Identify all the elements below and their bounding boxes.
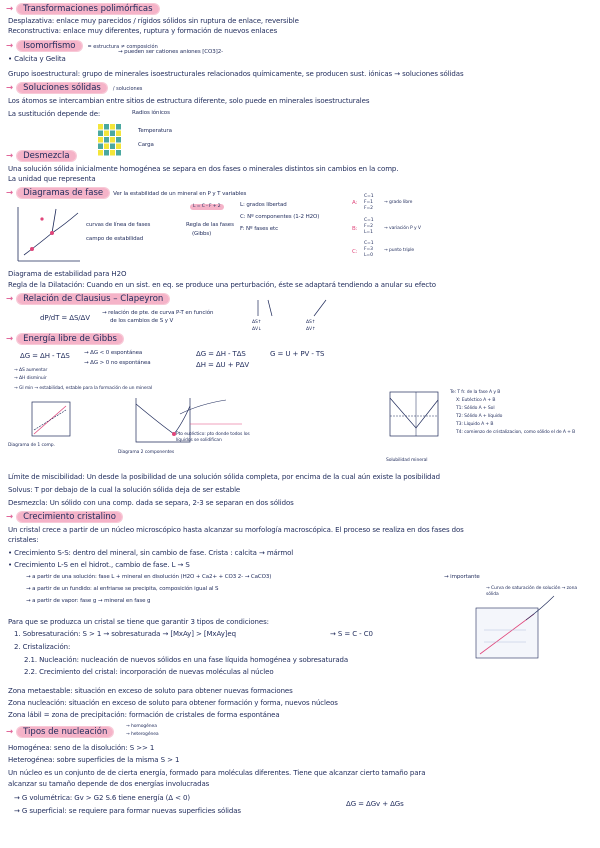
pink-note: Pto eutéctico: pto donde todos los: [176, 432, 250, 437]
text-line: 2.2. Crecimiento del cristal: incorporación de nuevas moléculas al núcleo: [24, 668, 274, 676]
saturation-chart-figure: [466, 590, 578, 668]
case-line: F=1: [364, 200, 373, 205]
gibbs-eq: ΔH = ΔU + PΔV: [196, 361, 250, 369]
case-line: C=1: [364, 194, 374, 199]
text-line: Temperatura: [138, 128, 172, 134]
grid-cell: [98, 137, 103, 143]
text-line: Radios iónicos: [132, 110, 170, 116]
solubility-diagram: [386, 388, 442, 444]
text-line: Desmezcla: Un sólido con una comp. dada se separa, 2-3 se separan en dos sólidos: [8, 499, 294, 507]
section-heading-nucleacion: → Tipos de nucleación: [4, 727, 119, 738]
clausius-desc: → relación de pte. de curva P-T en función: [102, 310, 214, 316]
text-line: → pueden ser cationes aniones [CO3]2-: [118, 49, 223, 55]
grid-cell: [110, 150, 115, 156]
rule-subtitle: (Gibbs): [192, 231, 212, 237]
section-heading-transformaciones: → Transformaciones polimórficas: [4, 4, 165, 15]
text-line: alcanzar su tamaño depende de dos energías involucradas: [8, 780, 210, 788]
rule-title: Regla de las fases: [186, 222, 234, 228]
rule-var: L: grados libertad: [240, 202, 287, 208]
section-heading-gibbs: → Energía libre de Gibbs: [4, 334, 129, 345]
text-line: Un cristal crece a partir de un núcleo microscópico hasta alcanzar su morfología macroscópica. El proceso se realiza en dos fases dos: [8, 526, 464, 534]
arrow-icon: →: [6, 4, 14, 14]
text-line: La unidad que representa: [8, 175, 96, 183]
grid-cell: [104, 137, 109, 143]
arrow-icon: →: [6, 727, 14, 737]
grid-cell: [104, 150, 109, 156]
text-line: Límite de miscibilidad: Un desde la posibilidad de una solución sólida completa, por encima de la cual aún existe la posibilidad: [8, 473, 440, 481]
one-component-diagram: [30, 400, 72, 438]
gibbs-eq: G = U + PV - TS: [270, 350, 325, 358]
text-line: Zona lábil = zona de precipitación: formación de cristales de forma espontánea: [8, 711, 280, 719]
arrow-icon: →: [6, 294, 14, 304]
diagram-label: curvas de línea de fases: [86, 222, 151, 228]
clausius-sketch: [250, 296, 340, 320]
text-line: Los átomos se intercambian entre sitios de estructura diferente, solo puede en minerales isoestructurales: [8, 97, 370, 105]
t-label: X: Eutéctico A + B: [456, 398, 496, 403]
case-line: F=2: [364, 224, 373, 229]
text-line: Homogénea: seno de la disolución: S >> 1: [8, 744, 155, 752]
gibbs-side: → ΔH disminuir: [14, 376, 47, 381]
text-line: Diagrama de estabilidad para H2O: [8, 270, 127, 278]
case-line: L=1: [364, 230, 373, 235]
grid-cell: [98, 144, 103, 150]
grid-cell: [110, 137, 115, 143]
pink-note: líquidos se solidifican: [176, 438, 222, 443]
case-note: → variación P y V: [384, 226, 421, 231]
rule-var: F: Nº fases etc: [240, 226, 279, 232]
grid-cell: [116, 124, 121, 130]
grid-cell: [110, 144, 115, 150]
arrow-icon: →: [6, 512, 14, 522]
grid-cell: [116, 144, 121, 150]
section-heading-isomorfismo: → Isomorfismo = estructura ≠ composición: [6, 41, 158, 51]
gibbs-note: → Gl min → estabilidad, estable para la formación de un mineral: [14, 386, 153, 391]
text-line: → a partir de un fundido: al enfriarse se precipita, composición igual al S: [26, 586, 219, 592]
branch-label: → heterogénea: [126, 732, 159, 737]
grid-cell: [104, 131, 109, 137]
phase-diagram-sketch: [12, 203, 82, 265]
t-label: Te: T fr. de la fase A y B: [450, 390, 501, 395]
t-label: T4: comienzo de cristalizacion, como sólido el de A + B: [456, 430, 576, 435]
grid-cell: [98, 131, 103, 137]
case-line: L=0: [364, 253, 373, 258]
text-line: → G superficial: se requiere para formar nuevas superficies sólidas: [14, 807, 241, 815]
arrow-icon: →: [6, 41, 14, 51]
grid-cell: [98, 124, 103, 130]
case-letter: A:: [352, 200, 358, 206]
section-heading-clausius: → Relación de Clausius – Clapeyron: [4, 294, 175, 305]
grid-cell: [110, 131, 115, 137]
grid-cell: [104, 124, 109, 130]
text-line: Heterogénea: sobre superficies de la misma S > 1: [8, 756, 180, 764]
grid-cell: [110, 124, 115, 130]
grid-cell: [116, 131, 121, 137]
section-heading-crecimiento: → Crecimiento cristalino: [4, 512, 128, 523]
t-label: T2: Sólido A + líquido: [456, 414, 503, 419]
text-line: Un núcleo es un conjunto de de cierta energía, formado para moléculas diferentes. Tiene que alcanzar cierto tamaño para: [8, 769, 426, 777]
gibbs-eq: ΔG = ΔH - TΔS: [196, 350, 246, 358]
t-label: T3: Líquido A + B: [456, 422, 494, 427]
grid-cell: [98, 150, 103, 156]
grid-cell: [116, 137, 121, 143]
text-line: cristales:: [8, 536, 39, 544]
text-line: 1. Sobresaturación: S > 1 → sobresaturada → [MxAy] > [MxAy]eq: [14, 630, 236, 638]
text-line: Grupo isoestructural: grupo de minerales isoestructurales relacionados químicamente, se producen sust. iónicas → soluciones sólidas: [8, 70, 464, 78]
text-line: Una solución sólida inicialmente homogénea se separa en dos fases o minerales distintos sin cambios en la comp.: [8, 165, 399, 173]
text-line: • Crecimiento S-S: dentro del mineral, sin cambio de fase. Crista : calcita → mármol: [8, 549, 294, 557]
gibbs-eq: ΔG = ΔH - TΔS: [20, 352, 70, 360]
text-line: → a partir de una solución: fase L + mineral en disolución (H2O + Ca2+ + CO3 2- → CaCO3): [26, 574, 272, 580]
crystal-grid-figure: [96, 122, 126, 160]
case-line: C=1: [364, 218, 374, 223]
case-note: → punto triple: [384, 248, 415, 253]
gibbs-desc: → ΔG > 0 no espontánea: [84, 360, 151, 366]
text-line: ΔG = ΔGv + ΔGs: [346, 800, 404, 808]
gibbs-desc: → ΔG < 0 espontánea: [84, 350, 143, 356]
grid-cell: [116, 150, 121, 156]
text-line: → S = C - C0: [330, 630, 373, 638]
text-line: 2. Cristalización:: [14, 643, 71, 651]
text-line: → G volumétrica: Gv > G2 S.6 tiene energía (Δ < 0): [14, 794, 190, 802]
clausius-frac: ΔS↑: [252, 320, 262, 325]
text-line: Zona metaestable: situación en exceso de soluto para obtener nuevas formaciones: [8, 687, 293, 695]
text-line: Regla de la Dilatación: Cuando en un sist. en eq. se produce una perturbación, éste se adaptará tendiendo a anular su efecto: [8, 281, 436, 289]
text-line: → a partir de vapor: fase g → mineral en fase g: [26, 598, 151, 604]
clausius-formula: dP/dT = ΔS/ΔV: [40, 314, 90, 322]
t-label: T1: Sólido A + Sol: [456, 406, 495, 411]
arrow-icon: →: [6, 151, 14, 161]
diagram-caption: Diagrama de 1 comp.: [8, 443, 55, 448]
text-line: Solvus: T por debajo de la cual la solución sólida deja de ser estable: [8, 486, 241, 494]
text-line: Para que se produzca un cristal se tiene que garantir 3 tipos de condiciones:: [8, 618, 269, 626]
text-line: 2.1. Nucleación: nucleación de nuevos sólidos en una fase líquida homogénea y sobresaturada: [24, 656, 349, 664]
case-letter: C:: [352, 249, 358, 255]
saturation-note: → Curva de saturación de solución → zona sólida: [486, 586, 577, 597]
diagram-caption: Solubilidad mineral: [386, 458, 428, 463]
text-line: Desplazativa: enlace muy parecidos / rígidos sólidos sin ruptura de enlace, reversible: [8, 17, 299, 25]
rule-var: C: Nº componentes (1-2 H2O): [240, 214, 320, 220]
section-heading-soluciones: → Soluciones sólidas / soluciones: [6, 83, 143, 93]
arrow-icon: →: [6, 188, 14, 198]
clausius-frac: ΔV↑: [306, 327, 316, 332]
text-line: Zona nucleación: situación en exceso de soluto para obtener formación y forma, nuevos núcleos: [8, 699, 338, 707]
text-line: • Crecimiento L-S en el hidrot., cambio de fase. L → S: [8, 561, 190, 569]
section-heading-desmezcla: → Desmezcla: [4, 151, 82, 162]
clausius-frac: ΔS↑: [306, 320, 316, 325]
gibbs-side: → ΔS aumentar: [14, 368, 48, 373]
text-line: • Calcita y Gelita: [8, 55, 66, 63]
case-line: F=3: [364, 247, 373, 252]
arrow-icon: →: [6, 334, 14, 344]
case-note: → grado libre: [384, 200, 413, 205]
text-line: → importante: [444, 574, 480, 580]
diagram-caption: Diagrama 2 componentes: [118, 450, 175, 455]
case-line: F=2: [364, 206, 373, 211]
clausius-desc: de los cambios de S y V: [110, 318, 174, 324]
text-line: La sustitución depende de:: [8, 110, 101, 118]
arrow-icon: →: [6, 83, 14, 93]
branch-label: → homogénea: [126, 724, 157, 729]
text-line: Reconstructiva: enlace muy diferentes, ruptura y formación de nuevos enlaces: [8, 27, 278, 35]
rule-formula: L = C - F + 2: [190, 204, 224, 210]
case-line: C=1: [364, 241, 374, 246]
clausius-frac: ΔV↓: [252, 327, 262, 332]
case-letter: B:: [352, 226, 358, 232]
text-line: Carga: [138, 142, 154, 148]
section-heading-diagramas: → Diagramas de fase Ver la estabilidad de un mineral en P y T variables: [6, 188, 247, 198]
grid-cell: [104, 144, 109, 150]
diagram-label: campo de estabilidad: [86, 236, 144, 242]
